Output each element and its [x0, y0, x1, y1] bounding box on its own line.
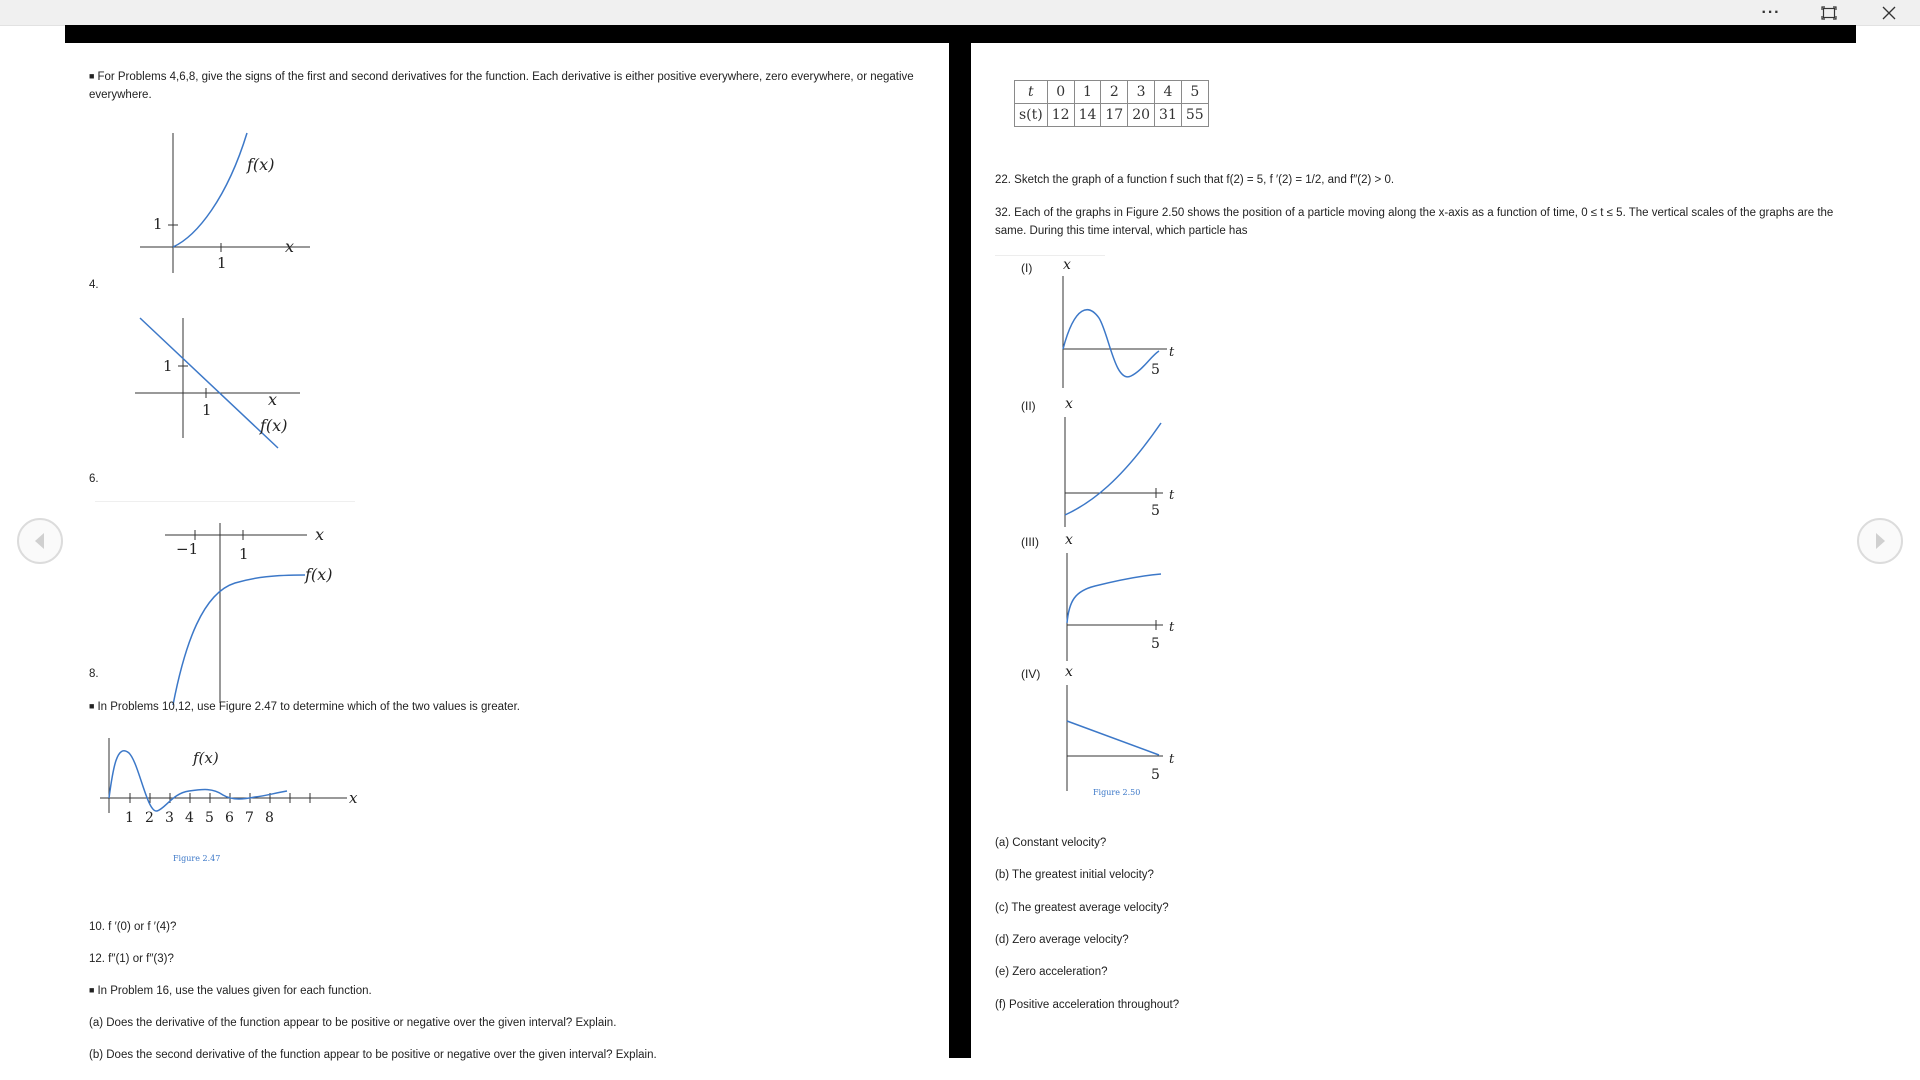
- divider: [95, 501, 355, 502]
- problem-6-graph: [125, 313, 325, 473]
- answer-f: (f) Positive acceleration throughout?: [995, 999, 1180, 1011]
- problem-4-graph: [135, 128, 315, 278]
- y-axis-label: x: [1063, 257, 1071, 273]
- y-axis-label: x: [1065, 664, 1073, 680]
- table-cell: 1: [1074, 81, 1101, 104]
- right-page: [971, 43, 1856, 1058]
- section3-body: In Problem 16, use the values given for each function.: [97, 985, 372, 997]
- table-cell: 5: [1181, 81, 1208, 104]
- axis-label: x: [349, 789, 358, 807]
- bullet: ■: [89, 701, 95, 711]
- tick-label: 5: [1151, 362, 1160, 378]
- intro-text-body: For Problems 4,6,8, give the signs of the first and second derivatives for the function. Each derivative is either positive everywhere, zero everywhere, or negative everywhere.: [89, 71, 914, 101]
- table-cell: 12: [1047, 104, 1074, 127]
- answer-a: (a) Constant velocity?: [995, 837, 1107, 849]
- more-options-button[interactable]: [1748, 0, 1794, 25]
- question-16a: (a) Does the derivative of the function appear to be positive or negative over the given interval? Explain.: [89, 1017, 617, 1029]
- previous-page-button[interactable]: [17, 518, 63, 564]
- function-label: f(x): [193, 749, 219, 767]
- question-10: 10. f ′(0) or f ′(4)?: [89, 921, 177, 933]
- function-label: f(x): [305, 565, 333, 584]
- close-button[interactable]: [1866, 0, 1912, 25]
- values-table: [1014, 80, 1209, 127]
- figure-caption: Figure 2.47: [173, 854, 221, 863]
- position-curve: [1067, 574, 1161, 623]
- table-cell: 31: [1155, 104, 1182, 127]
- t-axis-label: t: [1169, 620, 1175, 635]
- restore-icon: [1821, 6, 1837, 20]
- bullet: ■: [89, 71, 95, 81]
- section3-text: [89, 982, 372, 1000]
- tick-label-y: 1: [163, 357, 173, 375]
- graph-I: [1051, 256, 1181, 391]
- table-row: [1015, 104, 1209, 127]
- t-axis-label: t: [1169, 752, 1175, 767]
- graph-label: (III): [1021, 535, 1039, 549]
- page-top-border: [65, 25, 1856, 43]
- y-axis-label: x: [1065, 532, 1073, 548]
- graph-label: (II): [1021, 399, 1036, 413]
- graph-II: [1051, 395, 1181, 530]
- table-cell: 20: [1128, 104, 1155, 127]
- function-curve: [173, 133, 247, 247]
- chevron-left-icon: [32, 532, 48, 550]
- tick-label: 5: [1151, 503, 1160, 519]
- window-titlebar: [0, 0, 1920, 26]
- position-curve: [1063, 310, 1159, 377]
- problem-number: 6.: [89, 473, 99, 485]
- tick-label-x: 1: [239, 545, 249, 563]
- more-options-label: ···: [1761, 3, 1781, 21]
- left-page: [65, 43, 949, 1061]
- tick-label: 3: [165, 810, 174, 826]
- tick-label-x: 1: [202, 401, 212, 419]
- intro-text: [89, 68, 939, 104]
- function-line: [140, 318, 278, 448]
- tick-label: 1: [125, 810, 134, 826]
- tick-label: 7: [245, 810, 254, 826]
- graph-III: [1051, 531, 1181, 666]
- y-axis-label: x: [1065, 396, 1073, 412]
- tick-label: 5: [205, 810, 214, 826]
- t-axis-label: t: [1169, 488, 1175, 503]
- question-22: 22. Sketch the graph of a function f such that f(2) = 5, f ′(2) = 1/2, and f″(2) > 0.: [995, 174, 1395, 186]
- section2-body: In Problems 10,12, use Figure 2.47 to determine which of the two values is greater.: [97, 701, 520, 713]
- problem-number: 8.: [89, 668, 99, 680]
- tick-label: 8: [265, 810, 274, 826]
- table-cell: 3: [1128, 81, 1155, 104]
- answer-e: (e) Zero acceleration?: [995, 966, 1108, 978]
- answer-b: (b) The greatest initial velocity?: [995, 869, 1154, 881]
- figure-caption: Figure 2.50: [1093, 788, 1141, 797]
- section2-text: [89, 698, 520, 716]
- t-axis-label: t: [1169, 345, 1175, 360]
- graph-IV: [1051, 663, 1181, 798]
- close-icon: [1882, 6, 1896, 20]
- position-line: [1067, 721, 1159, 755]
- axis-label: x: [285, 237, 295, 256]
- table-cell: 2: [1101, 81, 1128, 104]
- figure-247-graph: [95, 733, 365, 863]
- position-curve: [1065, 423, 1161, 515]
- function-label: f(x): [260, 416, 288, 435]
- tick-label: 4: [185, 810, 194, 826]
- function-label: f(x): [247, 155, 275, 174]
- problem-8-graph: [155, 513, 345, 713]
- axis-label: x: [315, 525, 325, 544]
- tick-label: 2: [145, 810, 154, 826]
- question-12: 12. f″(1) or f″(3)?: [89, 953, 174, 965]
- table-cell: 17: [1101, 104, 1128, 127]
- tick-label-x-neg: −1: [176, 540, 199, 558]
- table-cell: 4: [1155, 81, 1182, 104]
- next-page-button[interactable]: [1857, 518, 1903, 564]
- answer-c: (c) The greatest average velocity?: [995, 902, 1169, 914]
- tick-label: 5: [1151, 636, 1160, 652]
- restore-button[interactable]: [1806, 0, 1852, 25]
- answer-d: (d) Zero average velocity?: [995, 934, 1129, 946]
- table-row: [1015, 81, 1209, 104]
- table-cell: s(t): [1015, 104, 1048, 127]
- bullet: ■: [89, 985, 95, 995]
- tick-label: 6: [225, 810, 234, 826]
- graph-label: (I): [1021, 261, 1033, 275]
- table-cell: 55: [1181, 104, 1208, 127]
- chevron-right-icon: [1872, 532, 1888, 550]
- question-16b: (b) Does the second derivative of the function appear to be positive or negative over the given interval? Explain.: [89, 1049, 657, 1061]
- tick-label-y: 1: [153, 215, 163, 233]
- table-cell: t: [1015, 81, 1048, 104]
- function-curve: [173, 575, 305, 705]
- tick-label-x: 1: [217, 254, 227, 272]
- page-gutter: [949, 43, 971, 1058]
- question-32: 32. Each of the graphs in Figure 2.50 shows the position of a particle moving along the x-axis as a function of time, 0 ≤ t ≤ 5. The vertical scales of the graphs are the same. During this time interval, which particle has: [995, 207, 1834, 237]
- table-cell: 0: [1047, 81, 1074, 104]
- table-cell: 14: [1074, 104, 1101, 127]
- graph-label: (IV): [1021, 667, 1041, 681]
- tick-label: 5: [1151, 767, 1160, 783]
- problem-number: 4.: [89, 279, 99, 291]
- axis-label: x: [268, 390, 278, 409]
